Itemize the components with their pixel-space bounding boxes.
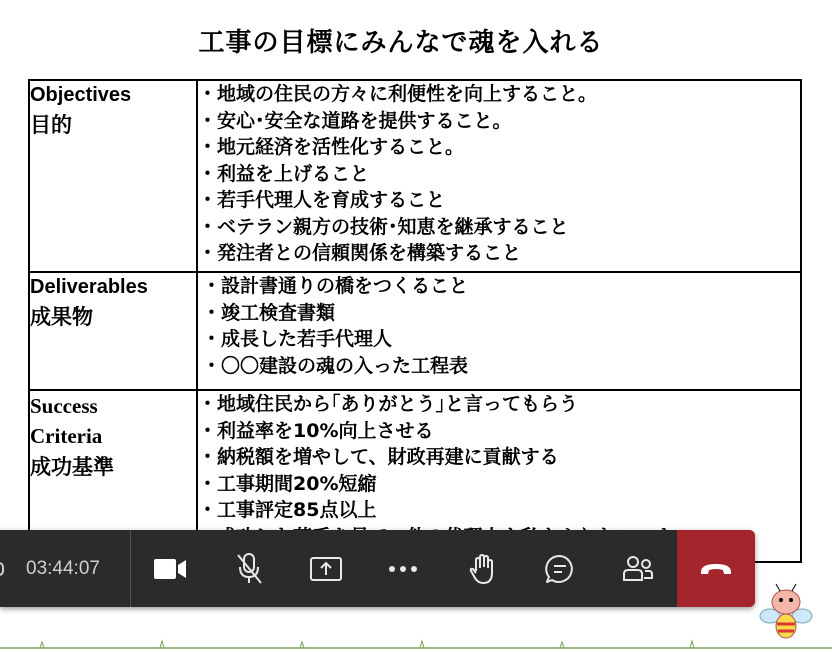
row-label xyxy=(29,80,197,272)
mic-off-icon xyxy=(234,552,264,586)
list-item: ・ 地域住民から｢ありがとう｣と言ってもらう xyxy=(198,391,800,418)
row-content xyxy=(197,80,801,272)
list-item: ・ 若手代理人を育成すること xyxy=(198,187,800,214)
list-item: ・ 竣工検査書類 xyxy=(202,300,800,327)
list-item: ・ 〇〇建設の魂の入った工程表 xyxy=(202,353,800,380)
row-label-ja: 成功基準 xyxy=(30,455,114,479)
meeting-toolbar xyxy=(0,530,755,607)
call-timer: 03:44:07 xyxy=(26,558,100,579)
grass-decoration xyxy=(0,636,832,652)
list-item: ・ 成長した若手代理人 xyxy=(202,326,800,353)
row-label-en: Success xyxy=(30,394,98,418)
share-screen-icon xyxy=(309,556,343,582)
row-content xyxy=(197,272,801,390)
list-item: ・ 発注者との信頼関係を構築すること xyxy=(198,240,800,267)
list-item: ・ 納税額を増やして、財政再建に貢献する xyxy=(198,444,800,471)
raise-hand-button[interactable] xyxy=(458,544,508,594)
list-item: ・ ベテラン親方の技術･知恵を継承すること xyxy=(198,214,800,241)
table-row xyxy=(29,272,801,390)
list-item: ・ 設計書通りの橋をつくること xyxy=(202,273,800,300)
objectives-table xyxy=(28,79,802,563)
people-icon xyxy=(621,554,655,584)
chat-button[interactable] xyxy=(535,544,585,594)
list-item: ・ 利益率を10%向上させる xyxy=(198,418,800,445)
bee-mascot-icon xyxy=(756,582,816,646)
row-label xyxy=(29,272,197,390)
table-row xyxy=(29,80,801,272)
mic-button[interactable] xyxy=(224,544,274,594)
list-item: ・ 地域の住民の方々に利便性を向上すること。 xyxy=(198,81,800,108)
row-label-ja: 目的 xyxy=(30,113,72,137)
camera-button[interactable] xyxy=(145,544,195,594)
raise-hand-icon xyxy=(469,553,497,585)
list-item: ・ 安心･安全な道路を提供すること。 xyxy=(198,108,800,135)
hang-up-icon xyxy=(699,562,733,576)
row-label-ja: 成果物 xyxy=(30,305,93,329)
participants-button[interactable] xyxy=(613,544,663,594)
slide-title: 工事の目標にみんなで魂を入れる xyxy=(198,28,604,58)
list-item: ・ 利益を上げること xyxy=(198,161,800,188)
list-item: ・ 工事期間20%短縮 xyxy=(198,471,800,498)
more-icon xyxy=(388,565,418,573)
hang-up-button[interactable] xyxy=(677,530,755,607)
row-label-en: Objectives xyxy=(30,84,132,106)
share-screen-button[interactable] xyxy=(301,544,351,594)
row-label-en: Deliverables xyxy=(30,276,148,298)
toolbar-divider xyxy=(130,530,131,607)
row-label-en: Criteria xyxy=(30,424,103,448)
recording-indicator-icon xyxy=(0,562,4,576)
chat-icon xyxy=(544,553,576,585)
list-item: ・ 地元経済を活性化すること。 xyxy=(198,134,800,161)
more-options-button[interactable] xyxy=(378,544,428,594)
camera-icon xyxy=(153,557,187,581)
list-item: ・ 工事評定85点以上 xyxy=(198,497,800,524)
